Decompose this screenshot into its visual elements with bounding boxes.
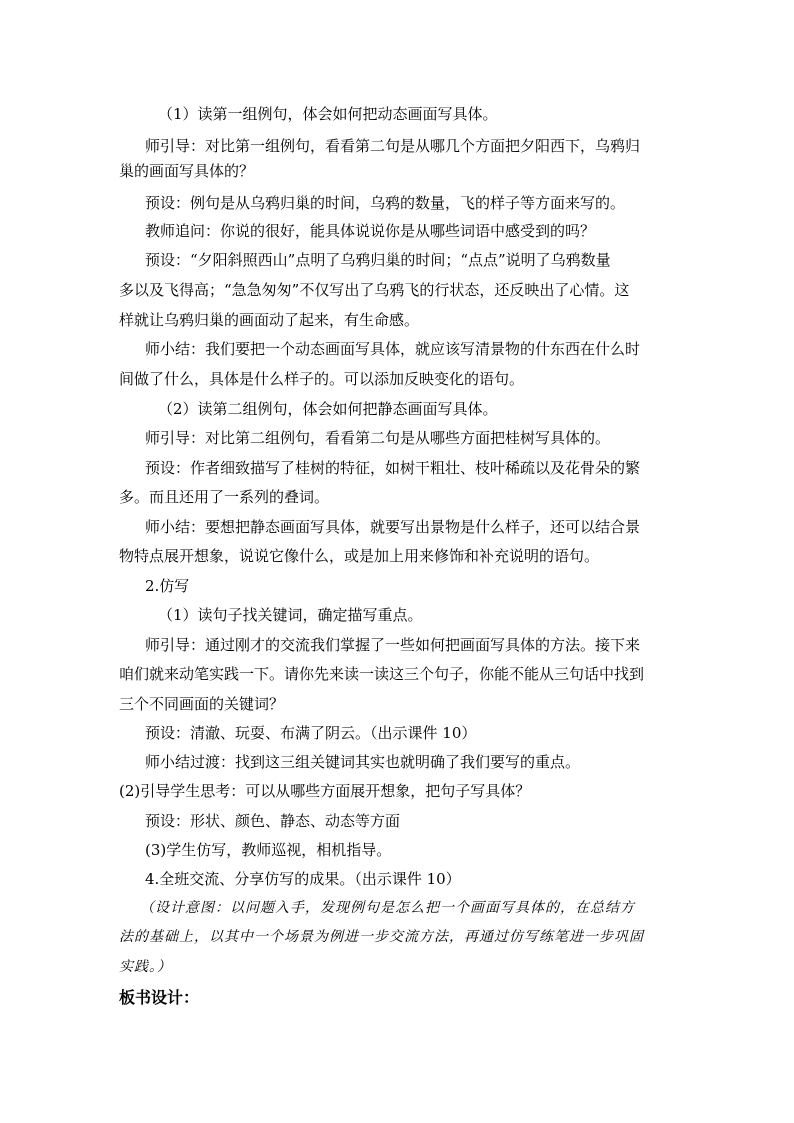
design-intent-line: 法的基础上，以其中一个场景为例进一步交流方法，再通过仿写练笔进一步巩固 [119,929,644,945]
text-line: （1）读第一组例句，体会如何把动态画面写具体。 [158,105,498,123]
design-intent-line: （设计意图：以问题入手，发现例句是怎么把一个画面写具体的，在总结方 [140,900,635,916]
text-line: 三个不同画面的关键词？ [119,695,285,713]
text-line: 教师追问：你说的很好，能具体说说你是从哪些词语中感受到的吗？ [145,222,596,240]
text-line: 预设：作者细致描写了桂树的特征，如树干粗壮、枝叶稀疏以及花骨朵的繁 [145,459,641,477]
text-line: (3)学生仿写，教师巡视，相机指导。 [145,841,392,859]
design-intent-line: 实践。） [119,959,172,975]
text-line: 预设：形状、颜色、静态、动态等方面 [145,812,401,830]
text-line: 预设：清澈、玩耍、布满了阴云。（出示课件 10） [145,724,477,742]
text-line: 师引导：对比第二组例句，看看第二句是从哪些方面把桂树写具体的。 [145,429,611,447]
text-line: 物特点展开想象，说说它像什么，或是加上用来修饰和补充说明的语句。 [119,547,600,565]
text-line: 预设：“夕阳斜照西山”点明了乌鸦归巢的时间；“点点”说明了乌鸦数量 [145,251,611,269]
text-line: 多以及飞得高；“急急匆匆”不仅写出了乌鸦飞的行状态，还反映出了心情。这 [119,281,630,299]
text-line: 师小结过渡：找到这三组关键词其实也就明确了我们要写的重点。 [145,753,581,771]
text-line: 师引导：通过刚才的交流我们掌握了一些如何把画面写具体的方法。接下来 [145,636,641,654]
text-line: 间做了什么，具体是什么样子的。可以添加反映变化的语句。 [119,370,525,388]
text-line: (2)引导学生思考：可以从哪些方面展开想象，把句子写具体？ [119,782,531,800]
text-line: 咱们就来动笔实践一下。请你先来读一读这三个句子，你能不能从三句话中找到 [119,665,645,683]
board-design-heading: 板书设计： [119,988,200,1007]
text-line: 师小结：我们要把一个动态画面写具体，就应该写清景物的什东西在什么时 [145,340,641,358]
text-line: 多。而且还用了一系列的叠词。 [119,488,330,506]
text-line: 预设：例句是从乌鸦归巢的时间，乌鸦的数量，飞的样子等方面来写的。 [145,194,626,212]
text-line: （2）读第二组例句，体会如何把静态画面写具体。 [158,400,498,418]
section-heading: 2.仿写 [145,577,190,595]
text-line: 师引导：对比第一组例句，看看第二句是从哪几个方面把夕阳西下，乌鸦归 [145,137,641,155]
section-heading: 4.全班交流、分享仿写的成果。（出示课件 10） [145,870,461,888]
text-line: 师小结：要想把静态画面写具体，就要写出景物是什么样子，还可以结合景 [145,518,641,536]
text-line: 样就让乌鸦归巢的画面动了起来，有生命感。 [119,311,420,329]
text-line: 巢的画面写具体的？ [119,162,255,180]
text-line: （1）读句子找关键词，确定描写重点。 [158,606,423,624]
